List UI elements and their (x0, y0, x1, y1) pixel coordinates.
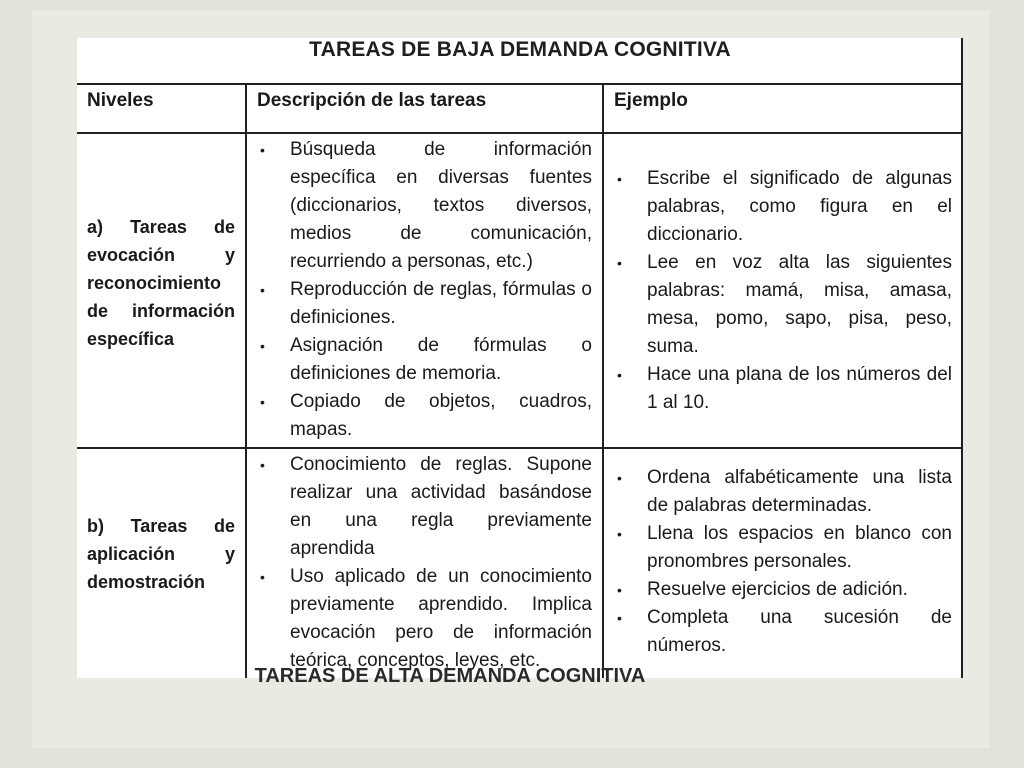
bullet-icon: • (260, 394, 265, 410)
rule-header-bottom (77, 132, 963, 134)
bullet-icon: • (260, 338, 265, 354)
list-item: • Asignación de fórmulas o definiciones de memoria. (249, 332, 592, 388)
list-item: • Ordena alfabéticamente una lista de palabras determinadas. (606, 464, 952, 520)
bullet-icon: • (617, 255, 622, 271)
bullet-icon: • (617, 470, 622, 486)
row-2-nivel: b) Tareas de aplicación y demostración (87, 516, 235, 592)
list-item: • Conocimiento de reglas. Supone realizar una actividad basándose en una regla previamente aprendida (249, 451, 592, 563)
rule-right-edge (961, 38, 963, 678)
header-niveles: Niveles (87, 90, 154, 111)
bullet-icon: • (617, 582, 622, 598)
header-descripcion: Descripción de las tareas (257, 90, 487, 111)
list-item: • Reproducción de reglas, fórmulas o definiciones. (249, 276, 592, 332)
table-title: TAREAS DE BAJA DEMANDA COGNITIVA (309, 38, 731, 61)
row-1-nivel: a) Tareas de evocación y reconocimiento de información específica (87, 217, 235, 349)
list-item: • Uso aplicado de un conocimiento previamente aprendido. Implica evocación pero de información teórica, conceptos, leyes, etc. (249, 563, 592, 675)
bullet-icon: • (617, 610, 622, 626)
bullet-icon: • (617, 526, 622, 542)
header-ejemplo: Ejemplo (614, 90, 688, 111)
row-1-descripcion-list (249, 136, 592, 444)
bullet-icon: • (260, 142, 265, 158)
list-item: • Escribe el significado de algunas palabras, como figura en el diccionario. (606, 165, 952, 249)
list-item: • Lee en voz alta las siguientes palabras: mamá, misa, amasa, mesa, pomo, sapo, pisa, peso, suma. (606, 249, 952, 361)
list-item: • Copiado de objetos, cuadros, mapas. (249, 388, 592, 444)
document-table-image (77, 38, 963, 678)
rule-top (77, 83, 963, 85)
next-table-title-cut: TAREAS DE ALTA DEMANDA COGNITIVA (254, 665, 646, 687)
bullet-icon: • (260, 282, 265, 298)
row-1-ejemplo-list (606, 165, 952, 417)
row-2-ejemplo-list (606, 464, 952, 660)
bullet-icon: • (617, 367, 622, 383)
list-item: • Hace una plana de los números del 1 al 10. (606, 361, 952, 417)
rule-col-2 (602, 83, 604, 678)
list-item: • Completa una sucesión de números. (606, 604, 952, 660)
rule-col-1 (245, 83, 247, 678)
list-item: • Búsqueda de información específica en diversas fuentes (diccionarios, textos diversos, medios de comunicación, recurriendo a personas, etc.) (249, 136, 592, 276)
rule-row-divider (77, 447, 963, 449)
bullet-icon: • (260, 569, 265, 585)
row-2-descripcion-list (249, 451, 592, 675)
bullet-icon: • (260, 457, 265, 473)
list-item: • Resuelve ejercicios de adición. (606, 576, 952, 604)
list-item: • Llena los espacios en blanco con pronombres personales. (606, 520, 952, 576)
bullet-icon: • (617, 171, 622, 187)
